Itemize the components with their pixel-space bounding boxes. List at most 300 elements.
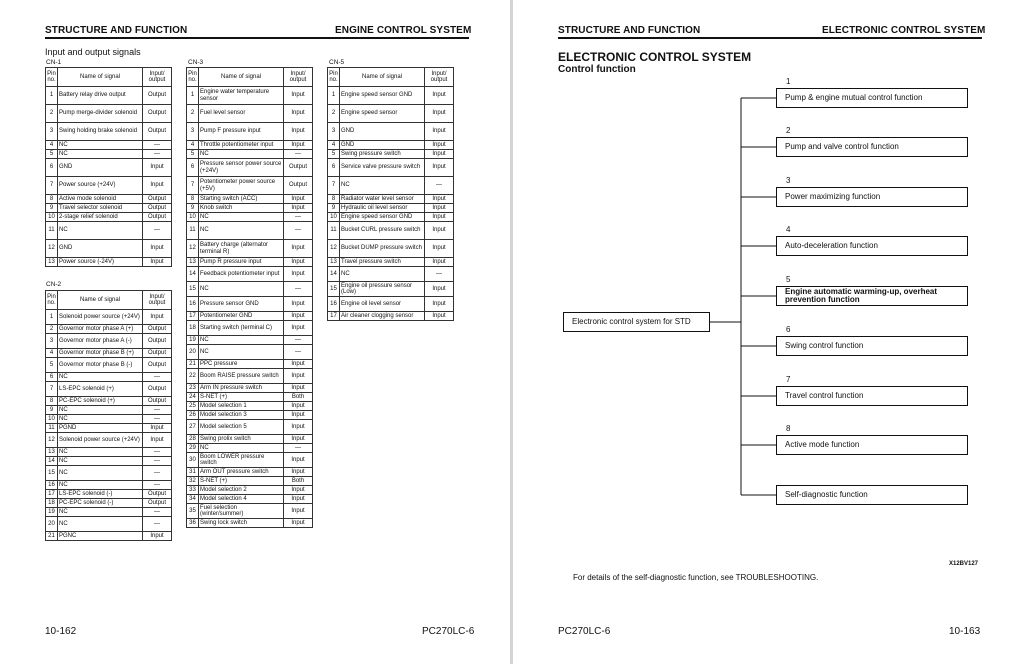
signal-name-cell: Pressure sensor power source (+24V) (199, 159, 284, 177)
pin-cell: 30 (187, 453, 199, 468)
table-row (187, 258, 313, 267)
signal-name-cell: NC (199, 444, 284, 453)
pin-cell: 32 (187, 477, 199, 486)
function-label: Auto-deceleration function (785, 241, 878, 250)
pin-cell: 9 (187, 204, 199, 213)
signal-name-cell: NC (58, 448, 143, 457)
io-cell: Input (143, 433, 172, 448)
signal-name-cell: Travel pressure switch (340, 258, 425, 267)
pin-cell: 21 (187, 360, 199, 369)
pin-cell: 17 (46, 490, 58, 499)
function-box (776, 187, 968, 207)
function-number: 5 (786, 275, 791, 284)
pin-cell: 29 (187, 444, 199, 453)
function-label: Power maximizing function (785, 192, 881, 201)
io-cell: Input (425, 141, 454, 150)
table-row (328, 204, 454, 213)
signal-name-cell: Engine speed sensor GND (340, 87, 425, 105)
io-cell: Input (143, 177, 172, 195)
table-row (328, 267, 454, 282)
io-cell: — (143, 508, 172, 517)
table-row (46, 508, 172, 517)
table-row (187, 384, 313, 393)
io-cell: — (284, 222, 313, 240)
function-label: Pump and valve control function (785, 142, 899, 151)
table-row (328, 240, 454, 258)
pin-cell: 6 (46, 159, 58, 177)
signal-name-cell: Pump R pressure input (199, 258, 284, 267)
signal-name-cell: NC (58, 415, 143, 424)
io-cell: Input (284, 360, 313, 369)
table-row (46, 415, 172, 424)
io-cell: — (284, 282, 313, 297)
table-row (187, 486, 313, 495)
io-cell: Input (284, 141, 313, 150)
signal-name-cell: NC (199, 282, 284, 297)
table-row (187, 468, 313, 477)
pin-cell: 12 (328, 240, 340, 258)
signal-name-cell: NC (199, 336, 284, 345)
signal-name-cell: Service valve pressure switch (340, 159, 425, 177)
table-row (187, 240, 313, 258)
table-row (46, 325, 172, 334)
table-row (46, 466, 172, 481)
io-cell: Output (143, 325, 172, 334)
io-cell: Input (284, 420, 313, 435)
pin-cell: 19 (46, 508, 58, 517)
signal-name-cell: NC (58, 517, 143, 532)
pin-cell: 14 (187, 267, 199, 282)
pin-cell: 1 (187, 87, 199, 105)
table-row (187, 159, 313, 177)
pin-cell: 7 (46, 177, 58, 195)
io-cell: — (284, 444, 313, 453)
io-cell: Output (143, 334, 172, 349)
io-cell: Input (425, 297, 454, 312)
col-io: Input/ output (143, 68, 172, 87)
pin-cell: 14 (328, 267, 340, 282)
io-cell: Input (284, 495, 313, 504)
table-row (46, 448, 172, 457)
pin-cell: 6 (187, 159, 199, 177)
pin-cell: 2 (187, 105, 199, 123)
io-cell: Input (425, 240, 454, 258)
signal-name-cell: Engine water temperature sensor (199, 87, 284, 105)
signal-name-cell: Feedback potentiometer input (199, 267, 284, 282)
table-row (46, 457, 172, 466)
cn5-label: CN-5 (329, 59, 345, 66)
io-cell: Input (143, 159, 172, 177)
io-cell: Input (284, 504, 313, 519)
pin-cell: 6 (328, 159, 340, 177)
table-row (187, 420, 313, 435)
signal-name-cell: Governor motor phase A (+) (58, 325, 143, 334)
pin-cell: 27 (187, 420, 199, 435)
signal-name-cell: PC-EPC solenoid (-) (58, 499, 143, 508)
table-row (187, 177, 313, 195)
table-row (46, 150, 172, 159)
table-row (46, 499, 172, 508)
io-cell: — (143, 406, 172, 415)
io-cell: — (284, 213, 313, 222)
pin-cell: 26 (187, 411, 199, 420)
pin-cell: 22 (187, 369, 199, 384)
left-page (0, 0, 510, 664)
signal-name-cell: Throttle potentiometer input (199, 141, 284, 150)
function-box (776, 485, 968, 505)
table-row (46, 177, 172, 195)
io-cell: Input (284, 321, 313, 336)
function-number: 2 (786, 126, 791, 135)
io-cell: Input (284, 195, 313, 204)
pin-cell: 7 (328, 177, 340, 195)
footer-page-number: 10-163 (949, 626, 981, 637)
pin-cell: 15 (187, 282, 199, 297)
pin-cell: 9 (328, 204, 340, 213)
pin-cell: 21 (46, 532, 58, 541)
table-row (328, 150, 454, 159)
signal-name-cell: NC (58, 406, 143, 415)
io-cell: Input (284, 312, 313, 321)
table-row (46, 490, 172, 499)
table-row (187, 321, 313, 336)
function-label: Active mode function (785, 440, 860, 449)
pin-cell: 8 (187, 195, 199, 204)
signal-name-cell: Swing pressure switch (340, 150, 425, 159)
signal-name-cell: Swing holding brake solenoid (58, 123, 143, 141)
signal-name-cell: LS-EPC solenoid (-) (58, 490, 143, 499)
io-cell: Output (143, 490, 172, 499)
table-row (46, 349, 172, 358)
footer-model: PC270LC-6 (422, 626, 475, 637)
signal-name-cell: NC (58, 508, 143, 517)
signal-name-cell: Bucket DUMP pressure switch (340, 240, 425, 258)
pin-cell: 18 (187, 321, 199, 336)
io-cell: — (143, 466, 172, 481)
table-row (46, 310, 172, 325)
function-number: 7 (786, 375, 791, 384)
col-name: Name of signal (340, 68, 425, 87)
io-cell: — (143, 481, 172, 490)
pin-cell: 5 (46, 150, 58, 159)
col-pin: Pin no. (46, 291, 58, 310)
table-row (46, 532, 172, 541)
pin-cell: 36 (187, 519, 199, 528)
signal-name-cell: S-NET (+) (199, 477, 284, 486)
signal-name-cell: Model selection 4 (199, 495, 284, 504)
cn3-table (186, 67, 313, 528)
io-cell: Both (284, 477, 313, 486)
table-row (187, 477, 313, 486)
pin-cell: 12 (46, 240, 58, 258)
pin-cell: 1 (328, 87, 340, 105)
pin-cell: 9 (46, 406, 58, 415)
table-row (187, 141, 313, 150)
signal-name-cell: NC (199, 345, 284, 360)
table-row (46, 123, 172, 141)
table-row (187, 402, 313, 411)
table-row (46, 240, 172, 258)
signal-name-cell: Engine speed sensor (340, 105, 425, 123)
io-cell: Input (284, 453, 313, 468)
io-cell: Input (425, 312, 454, 321)
signal-name-cell: Swing lock switch (199, 519, 284, 528)
pin-cell: 1 (46, 87, 58, 105)
table-row (187, 267, 313, 282)
cn5-table (327, 67, 454, 321)
pin-cell: 1 (46, 310, 58, 325)
pin-cell: 4 (46, 141, 58, 150)
table-row (187, 369, 313, 384)
pin-cell: 15 (46, 466, 58, 481)
io-cell: — (284, 150, 313, 159)
table-row (46, 258, 172, 267)
pin-cell: 10 (328, 213, 340, 222)
signal-name-cell: Solenoid power source (+24V) (58, 310, 143, 325)
signal-name-cell: GND (58, 159, 143, 177)
table-row (328, 177, 454, 195)
cn1-table (45, 67, 172, 267)
table-row (328, 195, 454, 204)
signal-name-cell: PPC pressure (199, 360, 284, 369)
pin-cell: 5 (328, 150, 340, 159)
footer-page-number: 10-162 (45, 626, 77, 637)
pin-cell: 7 (46, 382, 58, 397)
pin-cell: 12 (46, 433, 58, 448)
function-label: Swing control function (785, 341, 864, 350)
io-cell: Input (425, 87, 454, 105)
table-row (46, 382, 172, 397)
table-row (46, 358, 172, 373)
cn1-label: CN-1 (46, 59, 62, 66)
signal-name-cell: NC (340, 177, 425, 195)
signal-name-cell: Pump F pressure input (199, 123, 284, 141)
table-row (328, 222, 454, 240)
io-cell: Input (284, 519, 313, 528)
signal-name-cell: NC (199, 150, 284, 159)
pin-cell: 13 (46, 448, 58, 457)
pin-cell: 2 (328, 105, 340, 123)
table-row (187, 504, 313, 519)
signal-name-cell: Engine speed sensor GND (340, 213, 425, 222)
table-row (187, 444, 313, 453)
pin-cell: 10 (46, 213, 58, 222)
pin-cell: 17 (187, 312, 199, 321)
io-cell: Output (143, 123, 172, 141)
table-row (187, 336, 313, 345)
table-row (328, 105, 454, 123)
header-left: STRUCTURE AND FUNCTION (45, 25, 188, 36)
cn3-label: CN-3 (188, 59, 204, 66)
function-number: 1 (786, 77, 791, 86)
function-number: 6 (786, 325, 791, 334)
io-cell: Output (143, 349, 172, 358)
pin-cell: 10 (187, 213, 199, 222)
pin-cell: 13 (46, 258, 58, 267)
io-cell: Output (143, 499, 172, 508)
pin-cell: 23 (187, 384, 199, 393)
col-io: Input/ output (284, 68, 313, 87)
signal-name-cell: PGND (58, 424, 143, 433)
signal-name-cell: NC (58, 222, 143, 240)
right-page (513, 0, 1024, 664)
table-row (46, 397, 172, 406)
pin-cell: 12 (187, 240, 199, 258)
table-row (46, 141, 172, 150)
col-name: Name of signal (58, 68, 143, 87)
signal-name-cell: NC (58, 457, 143, 466)
signal-name-cell: NC (58, 141, 143, 150)
pin-cell: 11 (187, 222, 199, 240)
signal-name-cell: Fuel selection (winter/summer) (199, 504, 284, 519)
io-cell: — (143, 150, 172, 159)
signal-name-cell: Bucket CURL pressure switch (340, 222, 425, 240)
pin-cell: 11 (328, 222, 340, 240)
function-box (776, 336, 968, 356)
io-cell: Input (284, 240, 313, 258)
function-box (776, 286, 968, 306)
signal-name-cell: GND (340, 123, 425, 141)
function-box (776, 236, 968, 256)
table-row (187, 222, 313, 240)
function-number: 3 (786, 176, 791, 185)
pin-cell: 3 (46, 123, 58, 141)
header-right: ENGINE CONTROL SYSTEM (335, 25, 472, 36)
pin-cell: 25 (187, 402, 199, 411)
io-cell: Output (143, 195, 172, 204)
root-box (563, 312, 710, 332)
io-cell: Input (143, 258, 172, 267)
signal-name-cell: Solenoid power source (+24V) (58, 433, 143, 448)
signal-name-cell: NC (199, 213, 284, 222)
io-cell: Input (284, 486, 313, 495)
signal-name-cell: LS-EPC solenoid (+) (58, 382, 143, 397)
io-cell: Input (284, 435, 313, 444)
pin-cell: 8 (46, 195, 58, 204)
header-rule (45, 37, 469, 39)
signal-name-cell: Pump merge-divider solenoid (58, 105, 143, 123)
signal-name-cell: Boom RAISE pressure switch (199, 369, 284, 384)
signal-name-cell: GND (340, 141, 425, 150)
signal-name-cell: NC (199, 222, 284, 240)
signal-name-cell: NC (58, 481, 143, 490)
table-header-row (46, 68, 172, 87)
col-pin: Pin no. (187, 68, 199, 87)
function-number: 4 (786, 225, 791, 234)
io-cell: Output (284, 159, 313, 177)
pin-cell: 4 (46, 349, 58, 358)
signal-name-cell: Model selection 5 (199, 420, 284, 435)
io-cell: Input (284, 87, 313, 105)
io-cell: Input (425, 195, 454, 204)
pin-cell: 8 (46, 397, 58, 406)
pin-cell: 11 (46, 424, 58, 433)
function-label: Pump & engine mutual control function (785, 93, 923, 102)
page-title: ELECTRONIC CONTROL SYSTEM (558, 50, 752, 64)
pin-cell: 5 (187, 150, 199, 159)
pin-cell: 13 (328, 258, 340, 267)
signal-name-cell: Engine oil pressure sensor (Low) (340, 282, 425, 297)
pin-cell: 33 (187, 486, 199, 495)
signal-name-cell: Model selection 2 (199, 486, 284, 495)
io-cell: Input (425, 282, 454, 297)
signal-name-cell: Fuel level sensor (199, 105, 284, 123)
io-cell: Input (284, 369, 313, 384)
io-cell: Input (425, 204, 454, 213)
signal-name-cell: Swing prolix switch (199, 435, 284, 444)
table-row (328, 312, 454, 321)
pin-cell: 16 (328, 297, 340, 312)
pin-cell: 31 (187, 468, 199, 477)
io-cell: Input (143, 240, 172, 258)
io-cell: Output (143, 358, 172, 373)
io-cell: — (143, 141, 172, 150)
signal-name-cell: Boom LOWER pressure switch (199, 453, 284, 468)
io-cell: Input (425, 213, 454, 222)
signal-name-cell: Radiator water level sensor (340, 195, 425, 204)
pin-cell: 17 (328, 312, 340, 321)
signal-name-cell: Travel selector solenoid (58, 204, 143, 213)
table-row (187, 435, 313, 444)
io-cell: Input (284, 384, 313, 393)
pin-cell: 13 (187, 258, 199, 267)
pin-cell: 8 (328, 195, 340, 204)
io-cell: Output (284, 177, 313, 195)
col-io: Input/ output (425, 68, 454, 87)
io-cell: — (425, 177, 454, 195)
col-name: Name of signal (58, 291, 143, 310)
table-row (46, 105, 172, 123)
signal-name-cell: NC (340, 267, 425, 282)
table-row (187, 87, 313, 105)
table-header-row (187, 68, 313, 87)
signal-name-cell: Model selection 1 (199, 402, 284, 411)
pin-cell: 10 (46, 415, 58, 424)
signal-name-cell: Governor motor phase B (-) (58, 358, 143, 373)
io-cell: Input (425, 123, 454, 141)
table-row (187, 195, 313, 204)
signal-name-cell: NC (58, 373, 143, 382)
signal-name-cell: Starting switch (ACC) (199, 195, 284, 204)
table-row (46, 481, 172, 490)
table-row (328, 282, 454, 297)
table-row (328, 213, 454, 222)
table-row (328, 87, 454, 105)
pin-cell: 18 (46, 499, 58, 508)
signal-name-cell: PC-EPC solenoid (+) (58, 397, 143, 406)
cn2-label: CN-2 (46, 281, 62, 288)
io-cell: Input (425, 159, 454, 177)
table-row (46, 373, 172, 382)
table-row (187, 282, 313, 297)
table-row (46, 195, 172, 204)
io-cell: Input (284, 402, 313, 411)
cn2-table (45, 290, 172, 541)
function-label: Self-diagnostic function (785, 490, 868, 499)
table-row (187, 393, 313, 402)
signal-name-cell: Power source (+24V) (58, 177, 143, 195)
col-name: Name of signal (199, 68, 284, 87)
table-row (187, 297, 313, 312)
signal-name-cell: Potentiometer power source (+5V) (199, 177, 284, 195)
table-row (46, 87, 172, 105)
table-row (187, 411, 313, 420)
io-cell: Input (143, 424, 172, 433)
io-cell: — (425, 267, 454, 282)
pin-cell: 19 (187, 336, 199, 345)
signal-name-cell: PGNC (58, 532, 143, 541)
io-cell: Input (284, 204, 313, 213)
